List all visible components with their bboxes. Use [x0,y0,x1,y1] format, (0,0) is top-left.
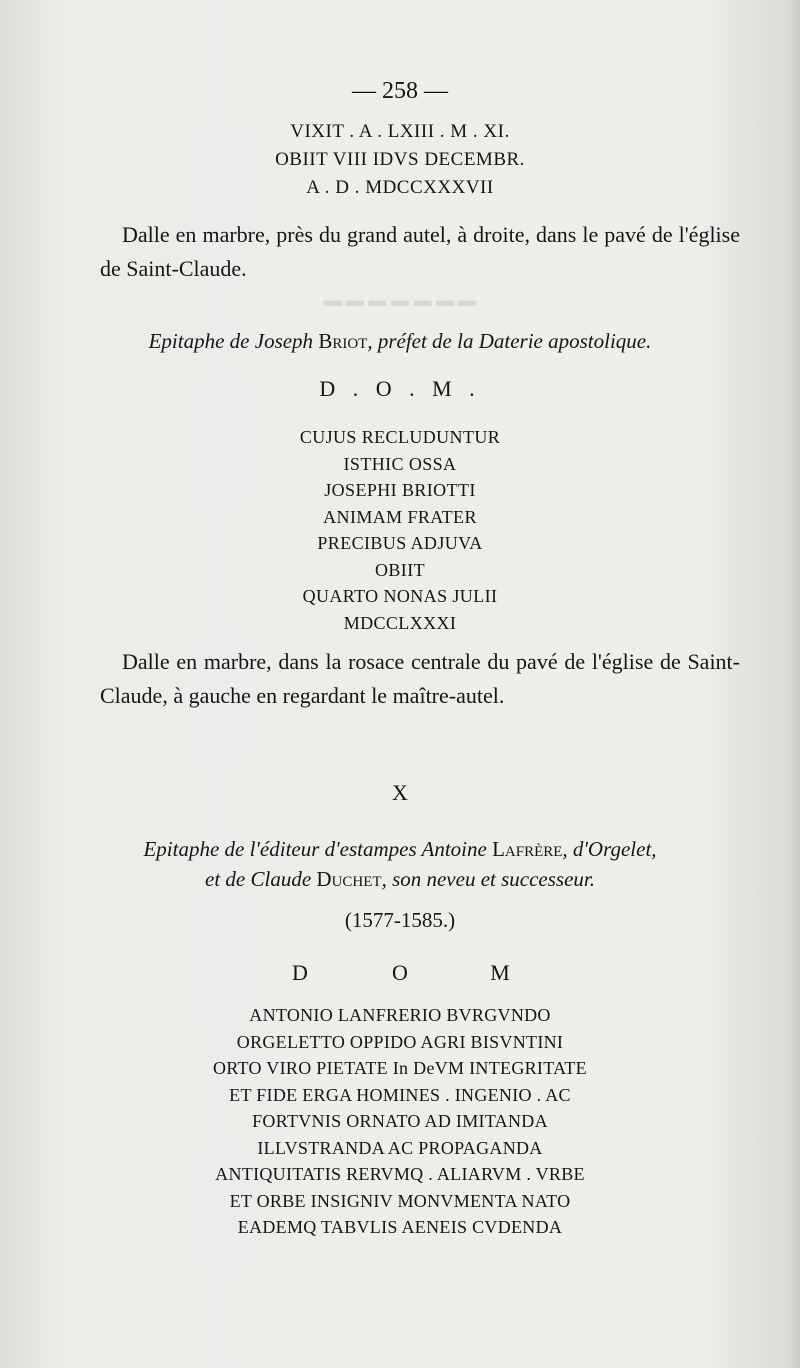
inscription-line: PRECIBUS ADJUVA [317,533,483,553]
paragraph-1: Dalle en marbre, près du grand autel, à droite, dans le pavé de l'église de Saint-Claude. [100,222,740,281]
inscription-line: JOSEPHI BRIOTTI [324,480,476,500]
inscription-line: OBIIT VIII IDVS DECEMBR. [275,149,525,170]
dom-heading-1: D . O . M . [319,376,481,401]
inscription-block-1 [0,118,800,202]
inscription-line: MDCCLXXXI [343,612,457,633]
inscription-line: ET ORBE INSIGNIV MONVMENTA NATO [229,1190,571,1211]
inscription-line: CUJUS RECLUDUNTUR [299,427,501,447]
show-through: ▬ ▬ ▬ ▬ ▬ ▬ ▬ [323,290,477,310]
inscription-line: OBIIT [375,559,425,580]
inscription-line: ANIMAM FRATER [323,506,477,527]
inscription-line: ISTHIC OSSA [343,453,457,474]
caption-briot: Epitaphe de Joseph Briot, préfet de la Daterie apostolique. [148,329,652,353]
dom-heading-2: D O M [292,960,510,985]
page-number: — 258 — [352,78,448,104]
caption-lafrere: Epitaphe de l'éditeur d'estampes Antoine Lafrère, d'Orgelet, et de Claude Duchet, son neveu et successeur. [143,837,657,891]
inscription-line: ANTONIO LANFRERIO BVRGVNDO [249,1005,551,1025]
inscription-line: QUARTO NONAS JULII [302,586,498,606]
paragraph-2: Dalle en marbre, dans la rosace centrale du pavé de l'église de Saint-Claude, à gauche en regardant le maître-autel. [100,649,740,708]
section-number: X [392,780,408,805]
dates: (1577-1585.) [344,908,456,932]
inscription-line: FORTVNIS ORNATO AD IMITANDA [252,1111,548,1131]
inscription-block-2 [0,424,800,636]
inscription-line: ORTO VIRO PIETATE In DeVM INTEGRITATE [213,1058,587,1078]
inscription-line: VIXIT . A . LXIII . M . XI. [290,121,510,142]
inscription-line: ORGELETTO OPPIDO AGRI BISVNTINI [236,1031,564,1052]
inscription-line: EADEMQ TABVLIS AENEIS CVDENDA [237,1217,563,1237]
inscription-line: ET FIDE ERGA HOMINES . INGENIO . AC [229,1084,571,1105]
inscription-line: ANTIQUITATIS RERVMQ . ALIARVM . VRBE [215,1164,585,1184]
inscription-line: ILLVSTRANDA AC PROPAGANDA [257,1137,543,1158]
inscription-line: A . D . MDCCXXXVII [306,177,494,198]
inscription-block-3 [0,1002,800,1241]
